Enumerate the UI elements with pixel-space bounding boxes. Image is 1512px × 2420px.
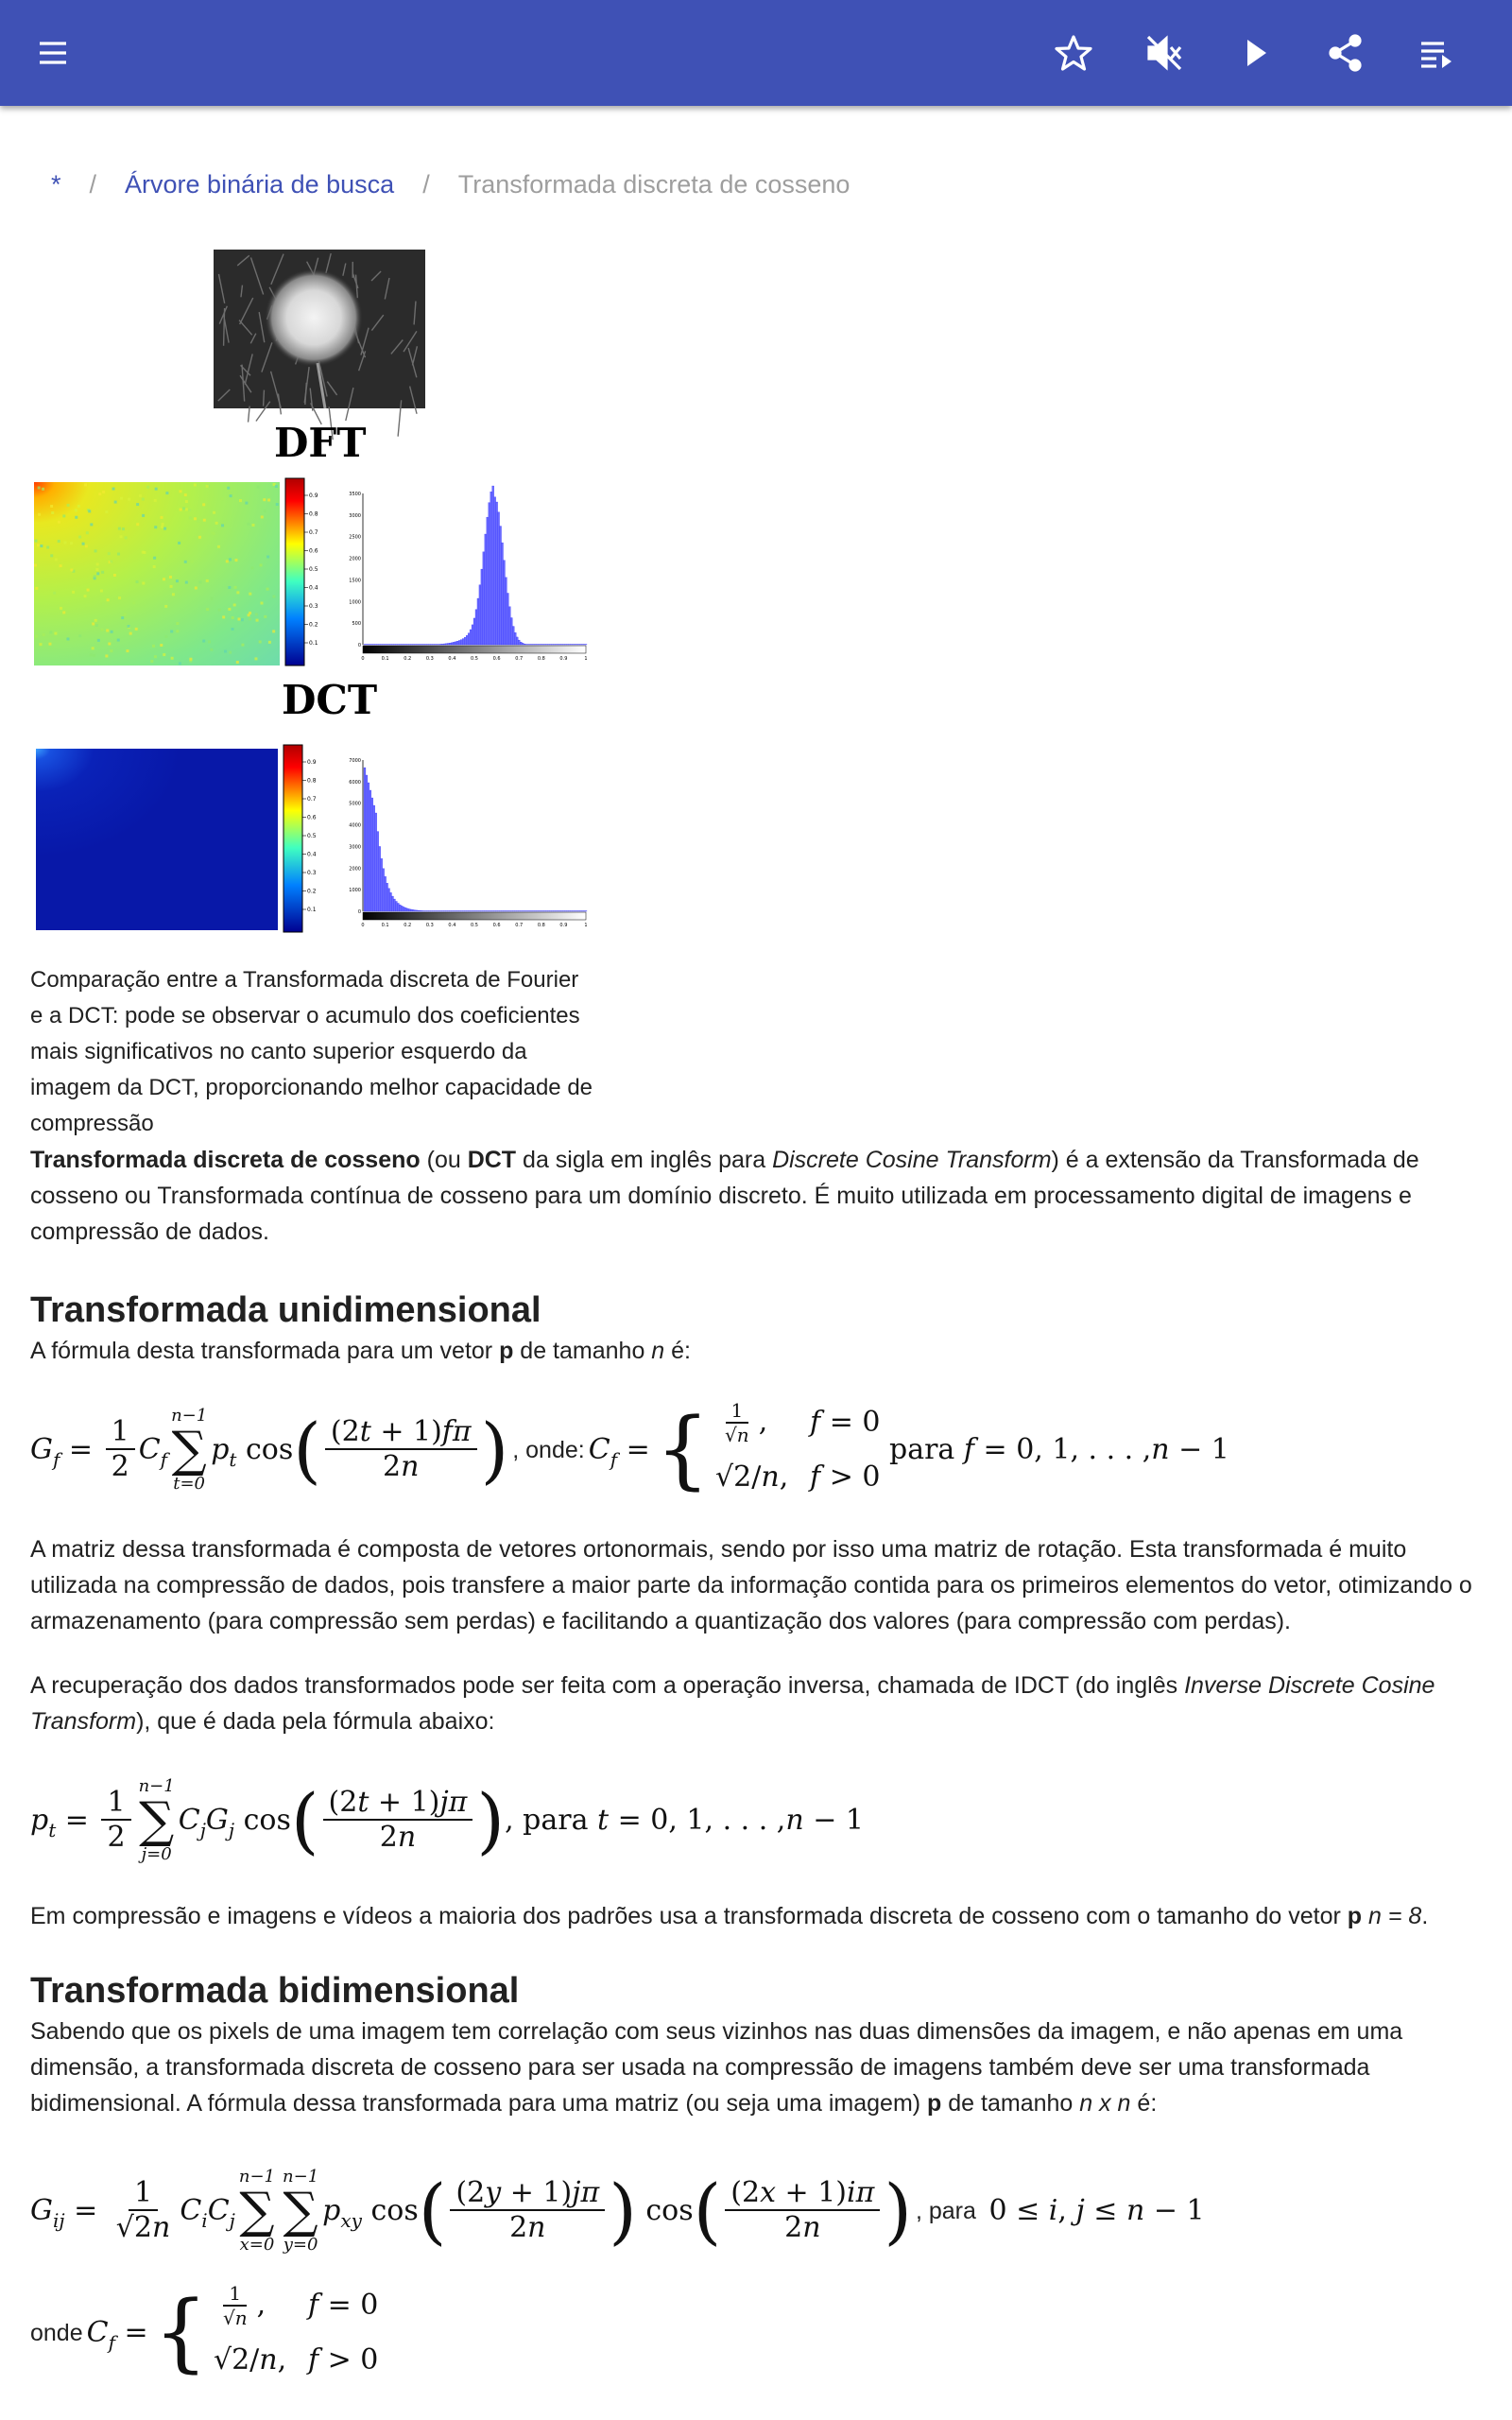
app-bar	[0, 0, 1512, 106]
svg-text:0.6: 0.6	[492, 656, 501, 662]
svg-text:0.5: 0.5	[309, 566, 318, 573]
svg-text:0.4: 0.4	[448, 923, 456, 928]
inverse-paragraph: A recuperação dos dados transformados pode ser feita com a operação inversa, chamada de IDCT (do inglês Inverse Discrete Cosine Transform), que é dada pela fórmula abaixo:	[30, 1672, 1435, 1735]
svg-text:7000: 7000	[349, 758, 361, 764]
intro-paragraph	[30, 1142, 1486, 1250]
dft-colorbar	[284, 478, 331, 667]
svg-text:2500: 2500	[349, 534, 361, 541]
play-icon[interactable]	[1227, 25, 1283, 81]
svg-text:0.2: 0.2	[309, 621, 318, 629]
svg-text:0.6: 0.6	[307, 814, 317, 821]
intro-english-term: Discrete Cosine Transform	[772, 1147, 1052, 1173]
svg-text:0.5: 0.5	[471, 656, 478, 662]
svg-text:0: 0	[361, 656, 365, 662]
breadcrumb	[51, 170, 850, 199]
svg-text:2000: 2000	[349, 556, 361, 562]
svg-text:1: 1	[584, 656, 588, 662]
star-icon[interactable]	[1045, 25, 1102, 81]
svg-text:4000: 4000	[349, 822, 361, 829]
svg-text:0.6: 0.6	[309, 547, 318, 555]
para-label: , para	[915, 2198, 976, 2224]
standards-paragraph: Em compressão e imagens e vídeos a maioria dos padrões usa a transformada discreta de cosseno com o tamanho do vetor p n = 8.	[30, 1903, 1429, 1929]
svg-text:0.8: 0.8	[537, 656, 545, 662]
article-body	[30, 1142, 1486, 2390]
figure-caption: Comparação entre a Transformada discreta de Fourier e a DCT: pode se observar o acumulo dos coeficientes mais significativos no canto superior esquerdo da imagem da DCT, proporcionando melhor capacidade de compressão	[30, 967, 593, 1136]
svg-text:0.3: 0.3	[307, 870, 317, 876]
dct-title: DCT	[282, 677, 378, 723]
svg-text:0.9: 0.9	[307, 759, 317, 766]
intro-text: (ou	[420, 1147, 468, 1173]
svg-text:0.8: 0.8	[307, 777, 317, 785]
svg-text:0: 0	[357, 643, 361, 648]
svg-text:0.3: 0.3	[309, 603, 318, 610]
matrix-paragraph: A matriz dessa transformada é composta de vetores ortonormais, sendo por isso uma matriz de rotação. Esta transformada é muito utilizada na compressão de dados, pois transfere a maior parte da informação contida para os primeiros elementos do vetor, otimizando o armazenamento (para compressão sem perdas) e facilitando a quantização dos valores (para compressão com perdas).	[30, 1536, 1472, 1634]
svg-text:1: 1	[584, 923, 588, 928]
svg-text:0.3: 0.3	[425, 656, 434, 662]
svg-text:0.4: 0.4	[307, 851, 317, 858]
svg-text:1000: 1000	[349, 599, 361, 606]
volume-off-icon[interactable]	[1136, 25, 1193, 81]
svg-text:0.3: 0.3	[425, 923, 434, 928]
menu-icon[interactable]	[25, 25, 81, 81]
para-label: , para	[505, 1804, 589, 1837]
svg-text:0: 0	[357, 909, 361, 915]
svg-text:500: 500	[352, 621, 361, 628]
svg-text:1000: 1000	[349, 888, 361, 894]
svg-text:0.9: 0.9	[309, 493, 318, 499]
svg-text:0.5: 0.5	[307, 833, 317, 839]
breadcrumb-home-link[interactable]: *	[51, 170, 61, 199]
dct-coefficient-map	[36, 749, 278, 930]
dct-colorbar	[282, 745, 329, 934]
playlist-icon[interactable]	[1408, 25, 1465, 81]
svg-text:0.6: 0.6	[492, 923, 501, 928]
section1-lead: A fórmula desta transformada para um vetor p de tamanho n é:	[30, 1338, 691, 1364]
dandelion-photo	[214, 250, 425, 408]
svg-text:0.5: 0.5	[471, 923, 478, 928]
svg-text:1500: 1500	[349, 578, 361, 584]
share-icon[interactable]	[1317, 25, 1374, 81]
svg-text:3000: 3000	[349, 512, 361, 519]
svg-text:0.9: 0.9	[559, 923, 568, 928]
dct-formula: G f = $\frac{1}{2}$ C f n−1 ∑ t=0 p t cos ( $\frac{(2t + 1)f\pi}{2n}$ ) , onde: C f = { $\frac{1}{√n}$ , f = 0 √2/n, f > 0 para f = 0, 1, . . . , n − 1	[30, 1398, 1229, 1499]
intro-text: ) é a extensão da Transformada de cosseno ou Transformada contínua de cosseno para um domínio discreto. É muito utilizada em processamento digital de imagens e compressão de dados.	[30, 1147, 1419, 1245]
section-heading-2d: Transformada bidimensional	[30, 1971, 520, 2011]
svg-text:0.1: 0.1	[381, 923, 389, 928]
svg-text:0.7: 0.7	[309, 529, 318, 536]
dct-histogram	[349, 751, 599, 936]
breadcrumb-separator: /	[89, 170, 97, 199]
intro-text: da sigla em inglês para	[516, 1147, 773, 1173]
onde-label: , onde:	[512, 1437, 585, 1463]
svg-text:0.7: 0.7	[307, 796, 317, 803]
svg-text:3500: 3500	[349, 492, 361, 497]
svg-text:0.4: 0.4	[309, 584, 318, 592]
breadcrumb-parent-link[interactable]: Árvore binária de busca	[125, 170, 395, 199]
svg-text:0.2: 0.2	[404, 656, 412, 662]
breadcrumb-separator: /	[422, 170, 430, 199]
section-heading-1d: Transformada unidimensional	[30, 1290, 541, 1330]
svg-text:0.8: 0.8	[537, 923, 545, 928]
svg-text:0.7: 0.7	[515, 923, 524, 928]
svg-text:0.1: 0.1	[309, 640, 318, 647]
section2-paragraph: Sabendo que os pixels de uma imagem tem correlação com seus vizinhos nas duas dimensões da imagem, e não apenas em uma dimensão, a transformada discreta de cosseno para ser usada na compressão de imagens também deve ser uma transformada bidimensional. A fórmula dessa transformada para uma matriz (ou seja uma imagem) p de tamanho n x n é:	[30, 2018, 1403, 2117]
svg-text:0.1: 0.1	[307, 907, 317, 913]
svg-text:0.1: 0.1	[381, 656, 389, 662]
svg-text:0.4: 0.4	[448, 656, 456, 662]
cf-definition: onde C f = { $\frac{1}{√n}$ , f = 0 √2/n, f > 0	[30, 2281, 379, 2382]
para-label: para	[889, 1433, 955, 1466]
svg-text:0.8: 0.8	[309, 510, 318, 518]
dft-histogram	[349, 484, 599, 669]
svg-text:0.7: 0.7	[515, 656, 524, 662]
breadcrumb-current: Transformada discreta de cosseno	[457, 170, 850, 199]
svg-text:0.2: 0.2	[404, 923, 412, 928]
svg-text:0.2: 0.2	[307, 888, 317, 895]
dft-dct-comparison-figure[interactable]	[30, 244, 597, 943]
svg-text:6000: 6000	[349, 779, 361, 786]
svg-text:2000: 2000	[349, 866, 361, 873]
onde-label: onde	[30, 2320, 83, 2346]
svg-text:0.9: 0.9	[559, 656, 568, 662]
idct-formula: p t = $\frac{1}{2}$ n−1 ∑ j=0 C j G j cos ( $\frac{(2t + 1)j\pi}{2n}$ ) , para t = 0, 1, . . . , n − 1	[30, 1776, 864, 1864]
dft-title: DFT	[274, 420, 367, 466]
dft-coefficient-map	[34, 482, 280, 666]
intro-abbr: DCT	[467, 1147, 517, 1173]
svg-text:5000: 5000	[349, 801, 361, 807]
dct-2d-formula: G ij = $\frac{1}{√2n}$ C i C j n−1 ∑ x=0 n−1 ∑ y=0 p xy cos ( $\frac{(2y + 1)j\pi}{2n}$ ) cos ( $\frac{(2x + 1)i\pi}{2n}$ ) , para 0 ≤ i , j ≤ n − 1	[30, 2167, 1205, 2255]
intro-term: Transformada discreta de cosseno	[30, 1147, 421, 1173]
svg-text:0: 0	[361, 923, 365, 928]
svg-text:3000: 3000	[349, 844, 361, 851]
